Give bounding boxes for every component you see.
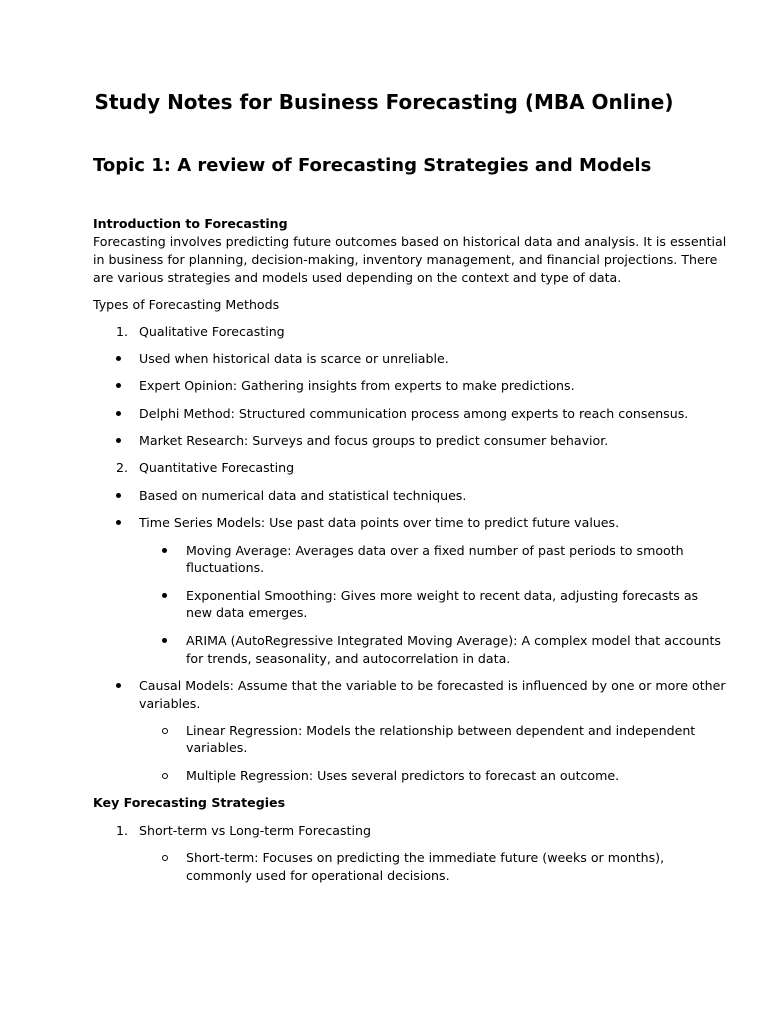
list-item: Short-term: Focuses on predicting the immediate future (weeks or months), bbox=[186, 850, 665, 865]
bullet-icon bbox=[116, 493, 121, 498]
list-item: Moving Average: Averages data over a fixed number of past periods to smooth bbox=[186, 543, 684, 558]
bullet-icon bbox=[162, 593, 167, 598]
bullet-icon bbox=[116, 683, 121, 688]
list-item: ARIMA (AutoRegressive Integrated Moving Average): A complex model that accounts bbox=[186, 633, 721, 648]
list-item-continued: variables. bbox=[139, 696, 201, 711]
list-item: Multiple Regression: Uses several predictors to forecast an outcome. bbox=[186, 768, 620, 783]
bullet-icon bbox=[162, 548, 167, 553]
list-item: Time Series Models: Use past data points over time to predict future values. bbox=[139, 515, 620, 530]
list-item: Based on numerical data and statistical techniques. bbox=[139, 488, 467, 503]
circle-bullet-icon bbox=[162, 728, 168, 734]
circle-bullet-icon bbox=[162, 773, 168, 779]
bullet-icon bbox=[116, 356, 121, 361]
intro-line: in business for planning, decision-making, inventory management, and financial projections. There bbox=[93, 252, 718, 267]
intro-line: Forecasting involves predicting future outcomes based on historical data and analysis. It is essential bbox=[93, 234, 727, 249]
bullet-icon bbox=[162, 638, 167, 643]
list-item: Delphi Method: Structured communication process among experts to reach consensus. bbox=[139, 406, 689, 421]
circle-bullet-icon bbox=[162, 855, 168, 861]
strategies-heading: Key Forecasting Strategies bbox=[93, 795, 286, 810]
bullet-icon bbox=[116, 520, 121, 525]
list-item: Linear Regression: Models the relationship between dependent and independent bbox=[186, 723, 696, 738]
list-item-continued: for trends, seasonality, and autocorrelation in data. bbox=[186, 651, 511, 666]
list-item-continued: new data emerges. bbox=[186, 605, 308, 620]
bullet-icon bbox=[116, 438, 121, 443]
list-number: 1. bbox=[116, 324, 129, 339]
list-item: Causal Models: Assume that the variable to be forecasted is influenced by one or more other bbox=[139, 678, 726, 693]
list-item: Quantitative Forecasting bbox=[139, 460, 295, 475]
list-item: Expert Opinion: Gathering insights from experts to make predictions. bbox=[139, 378, 575, 393]
bullet-icon bbox=[116, 383, 121, 388]
bullet-icon bbox=[116, 411, 121, 416]
intro-heading: Introduction to Forecasting bbox=[93, 216, 288, 231]
list-item: Exponential Smoothing: Gives more weight to recent data, adjusting forecasts as bbox=[186, 588, 699, 603]
list-item: Market Research: Surveys and focus groups to predict consumer behavior. bbox=[139, 433, 609, 448]
topic-heading: Topic 1: A review of Forecasting Strategies and Models bbox=[93, 155, 652, 176]
list-item-continued: variables. bbox=[186, 740, 248, 755]
list-number: 1. bbox=[116, 823, 129, 838]
list-item: Used when historical data is scarce or unreliable. bbox=[139, 351, 449, 366]
intro-line: are various strategies and models used depending on the context and type of data. bbox=[93, 270, 622, 285]
list-item: Qualitative Forecasting bbox=[139, 324, 285, 339]
list-item-continued: fluctuations. bbox=[186, 560, 265, 575]
list-item: Short-term vs Long-term Forecasting bbox=[139, 823, 371, 838]
list-item-continued: commonly used for operational decisions. bbox=[186, 868, 450, 883]
list-number: 2. bbox=[116, 460, 129, 475]
document-title: Study Notes for Business Forecasting (MBA Online) bbox=[94, 90, 674, 114]
types-heading: Types of Forecasting Methods bbox=[93, 297, 280, 312]
